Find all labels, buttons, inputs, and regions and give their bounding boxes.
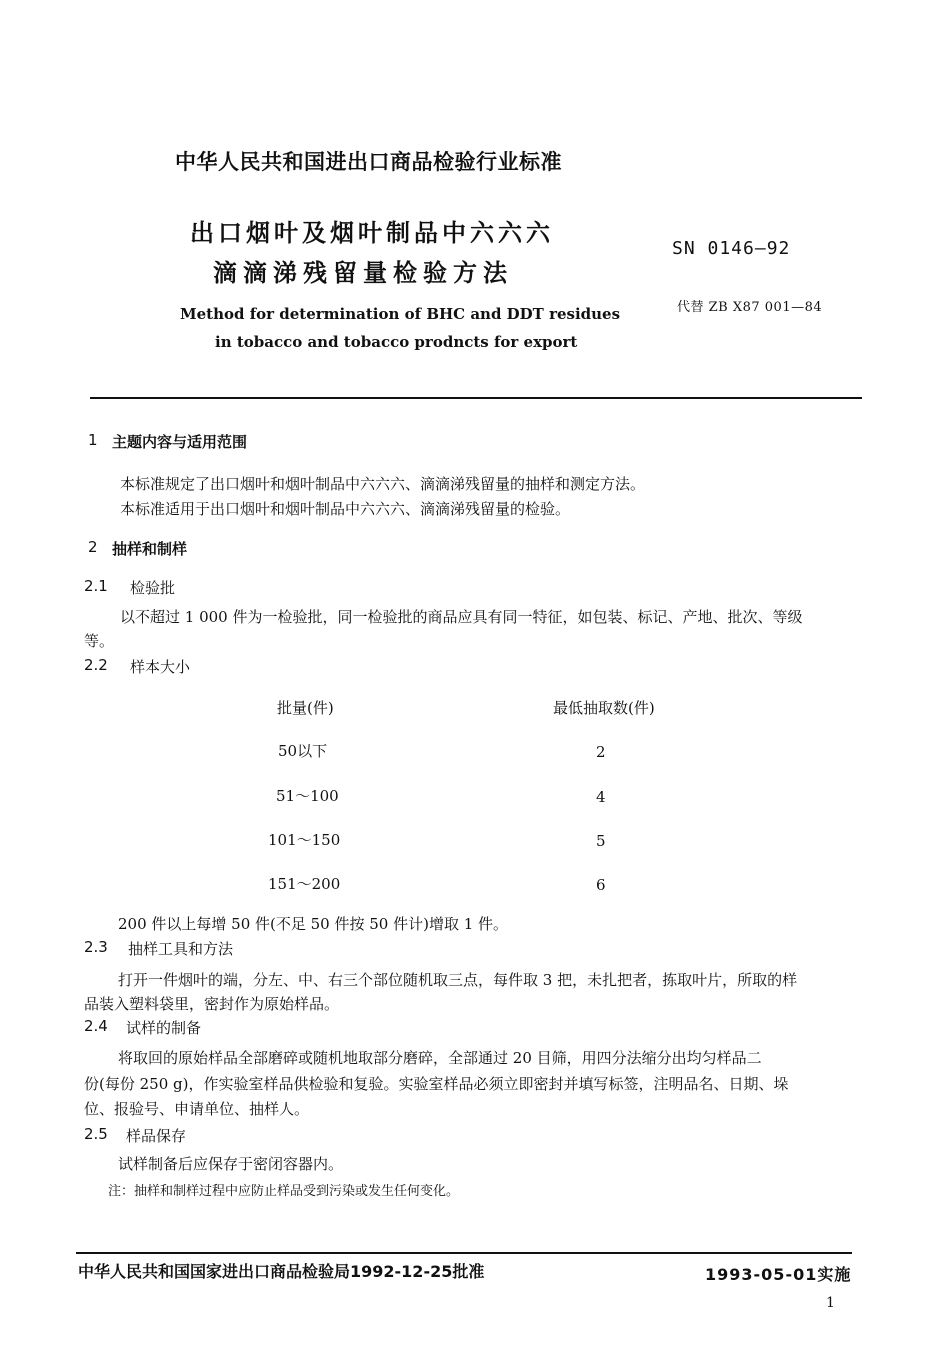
section-2-5-title: 样品保存 xyxy=(126,1127,187,1145)
section-2-1-title: 检验批 xyxy=(130,579,176,597)
table-header-batch: 批量(件) xyxy=(277,699,334,717)
section-2-5-para: 试样制备后应保存于密闭容器内。 xyxy=(118,1155,344,1173)
table-cell-min: 5 xyxy=(596,832,606,850)
table-cell-min: 2 xyxy=(596,743,606,761)
section-1-para-2: 本标准适用于出口烟叶和烟叶制品中六六六、滴滴涕残留量的检验。 xyxy=(120,500,571,518)
section-2-4-para-line1: 将取回的原始样品全部磨碎或随机地取部分磨碎，全部通过 20 目筛，用四分法缩分出均匀样品二 xyxy=(118,1049,762,1067)
section-2-1-para-line2: 等。 xyxy=(84,632,115,650)
table-cell-batch: 51～100 xyxy=(276,787,339,805)
section-1-number: 1 xyxy=(88,431,98,449)
section-2-3-para-line1: 打开一件烟叶的端，分左、中、右三个部位随机取三点，每件取 3 把，未扎把者，拣取叶片，所取的样 xyxy=(118,971,798,989)
section-2-2-number: 2.2 xyxy=(84,656,108,674)
section-2-4-para-line2: 份(每份 250 g)，作实验室样品供检验和复验。实验室样品必须立即密封并填写标签，注明品名、日期、垛 xyxy=(84,1075,789,1093)
approval-line: 中华人民共和国国家进出口商品检验局1992-12-25批准 xyxy=(78,1262,485,1281)
org-title: 中华人民共和国进出口商品检验行业标准 xyxy=(175,150,562,174)
section-2-4-title: 试样的制备 xyxy=(126,1019,202,1037)
title-cn-line1: 出口烟叶及烟叶制品中六六六 xyxy=(190,219,554,247)
title-en-line1: Method for determination of BHC and DDT residues xyxy=(180,305,621,323)
section-1-title: 主题内容与适用范围 xyxy=(112,433,248,451)
section-2-4-para-line3: 位、报验号、申请单位、抽样人。 xyxy=(84,1100,310,1118)
table-cell-min: 4 xyxy=(596,788,606,806)
table-cell-batch: 101～150 xyxy=(268,831,341,849)
table-cell-batch: 151～200 xyxy=(268,875,341,893)
section-2-1-para-line1: 以不超过 1 000 件为一检验批，同一检验批的商品应具有同一特征，如包装、标记、产地、批次、等级 xyxy=(120,608,803,626)
section-2-number: 2 xyxy=(88,538,98,556)
standard-code: SN 0146—92 xyxy=(672,238,791,259)
section-2-title: 抽样和制样 xyxy=(112,540,188,558)
footer-divider xyxy=(76,1252,852,1254)
table-cell-batch: 50以下 xyxy=(278,742,328,760)
title-cn-line2: 滴滴涕残留量检验方法 xyxy=(213,259,513,287)
section-2-5-number: 2.5 xyxy=(84,1125,108,1143)
table-footnote: 200 件以上每增 50 件(不足 50 件按 50 件计)增取 1 件。 xyxy=(118,915,509,933)
title-en-line2: in tobacco and tobacco prodncts for export xyxy=(215,333,578,351)
replaces-code: 代替 ZB X87 001—84 xyxy=(677,300,823,315)
header-divider xyxy=(90,397,862,399)
section-2-1-number: 2.1 xyxy=(84,577,108,595)
table-cell-min: 6 xyxy=(596,876,606,894)
section-1-para-1: 本标准规定了出口烟叶和烟叶制品中六六六、滴滴涕残留量的抽样和测定方法。 xyxy=(120,475,646,493)
page-number: 1 xyxy=(826,1295,835,1311)
section-2-3-number: 2.3 xyxy=(84,938,108,956)
section-2-3-para-line2: 品装入塑料袋里，密封作为原始样品。 xyxy=(84,995,340,1013)
section-2-4-number: 2.4 xyxy=(84,1017,108,1035)
section-2-2-title: 样本大小 xyxy=(130,658,191,676)
section-2-3-title: 抽样工具和方法 xyxy=(128,940,234,958)
section-2-5-note: 注：抽样和制样过程中应防止样品受到污染或发生任何变化。 xyxy=(108,1184,460,1199)
effective-date: 1993-05-01实施 xyxy=(705,1265,852,1284)
table-header-min-samples: 最低抽取数(件) xyxy=(553,699,655,717)
